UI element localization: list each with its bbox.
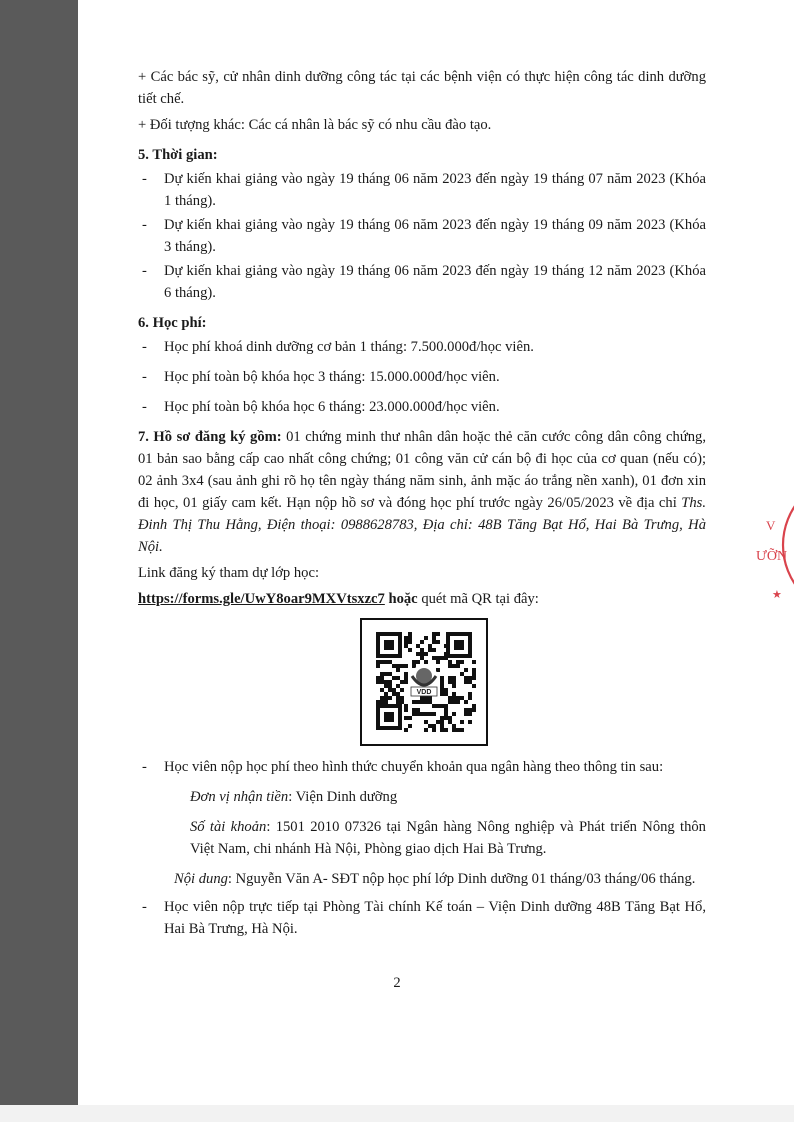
- fee-item-6: [138, 396, 706, 418]
- dash-bullet: -: [142, 171, 147, 187]
- section-7-paragraph: [138, 426, 706, 558]
- scan-margin-bar: [0, 0, 78, 1105]
- qr-code[interactable]: [360, 618, 488, 746]
- recipient-line: [138, 786, 706, 808]
- scan-bottom-strip: [0, 1105, 794, 1122]
- bank-transfer-text: Học viên nộp học phí theo hình thức chuyển khoản qua ngân hàng theo thông tin sau:: [164, 759, 664, 775]
- section-7-body: 01 chứng minh thư nhân dân hoặc thẻ căn cước công dân công chứng, 01 bản sao bằng cấp cao nhất công chứng; 01 công văn cử cán bộ đi học của cơ quan (nếu có); 02 ảnh 3x4 (sau ảnh ghi rõ họ tên ngày tháng năm sinh, ảnh mặc áo trắng nền xanh), 01 đơn xin đi học, 01 giấy cam kết. Hạn nộp hồ sơ và đóng học phí trước ngày 26/05/2023 về địa chỉ: [138, 429, 706, 511]
- document-page: [138, 66, 706, 942]
- section-6-heading: 6. Học phí:: [138, 315, 207, 331]
- schedule-item-1: [138, 168, 706, 212]
- section-5-heading: 5. Thời gian:: [138, 147, 218, 163]
- registration-connector: hoặc: [384, 591, 418, 607]
- content-label: Nội dung: [174, 871, 228, 887]
- direct-payment-text: Học viên nộp trực tiếp tại Phòng Tài chính Kế toán – Viện Dinh dưỡng 48B Tăng Bạt Hổ, Hai Bà Trưng, Hà Nội.: [164, 899, 706, 937]
- fee-item-text: Học phí khoá dinh dưỡng cơ bản 1 tháng: 7.500.000đ/học viên.: [164, 339, 534, 355]
- dash-bullet: -: [142, 263, 147, 279]
- dash-bullet: -: [142, 217, 147, 233]
- red-stamp-seal: [748, 470, 794, 620]
- direct-payment-item: [138, 896, 706, 940]
- account-value: : 1501 2010 07326 tại Ngân hàng Nông nghiệp và Phát triển Nông thôn Việt Nam, chi nhánh Hà Nội, Phòng giao dịch Hai Bà Trưng.: [190, 819, 706, 857]
- svg-text:ƯỠN: ƯỠN: [756, 549, 788, 564]
- fee-item-text: Học phí toàn bộ khóa học 3 tháng: 15.000.000đ/học viên.: [164, 369, 500, 385]
- qr-instruction: quét mã QR tại đây:: [417, 591, 539, 607]
- schedule-item-3: [138, 214, 706, 258]
- intro-line-others: + Đối tượng khác: Các cá nhân là bác sỹ có nhu cầu đào tạo.: [138, 117, 492, 133]
- bank-transfer-item: [138, 756, 706, 778]
- section-7-contact: Ths. Đinh Thị Thu Hằng, Điện thoại: 0988628783, Địa chỉ: 48B Tăng Bạt Hổ, Hai Bà Trưng, Hà Nội.: [138, 495, 706, 555]
- dash-bullet: -: [142, 369, 147, 385]
- registration-link[interactable]: https://forms.gle/UwY8oar9MXVtsxzc7: [138, 591, 385, 607]
- fee-item-3: [138, 366, 706, 388]
- qr-logo-text: VDD: [416, 689, 432, 696]
- page-number: 2: [393, 975, 401, 991]
- registration-line: [138, 588, 706, 610]
- fee-item-text: Học phí toàn bộ khóa học 6 tháng: 23.000.000đ/học viên.: [164, 399, 500, 415]
- content-value: : Nguyễn Văn A- SĐT nộp học phí lớp Dinh dưỡng 01 tháng/03 tháng/06 tháng.: [227, 871, 696, 887]
- account-line: [138, 816, 706, 860]
- schedule-item-text: Dự kiến khai giảng vào ngày 19 tháng 06 năm 2023 đến ngày 19 tháng 12 năm 2023 (Khóa 6 tháng).: [164, 263, 706, 301]
- dash-bullet: -: [142, 759, 147, 775]
- recipient-label: Đơn vị nhận tiền: [190, 789, 289, 805]
- qr-code-graphic: [362, 620, 486, 744]
- dash-bullet: -: [142, 339, 147, 355]
- schedule-item-text: Dự kiến khai giảng vào ngày 19 tháng 06 năm 2023 đến ngày 19 tháng 07 năm 2023 (Khóa 1 tháng).: [164, 171, 706, 209]
- schedule-item-text: Dự kiến khai giảng vào ngày 19 tháng 06 năm 2023 đến ngày 19 tháng 09 năm 2023 (Khóa 3 tháng).: [164, 217, 706, 255]
- intro-line-doctors: + Các bác sỹ, cử nhân dinh dưỡng công tác tại các bệnh viện có thực hiện công tác dinh dưỡng tiết chế.: [138, 69, 706, 107]
- svg-text:★: ★: [772, 589, 782, 601]
- schedule-item-6: [138, 260, 706, 304]
- content-line: [138, 868, 706, 890]
- section-7-heading: 7. Hồ sơ đăng ký gồm:: [138, 429, 282, 445]
- dash-bullet: -: [142, 399, 147, 415]
- dash-bullet: -: [142, 899, 147, 915]
- svg-text:V: V: [766, 518, 776, 533]
- account-label: Số tài khoản: [190, 819, 267, 835]
- recipient-value: : Viện Dinh dưỡng: [288, 789, 398, 805]
- registration-label: Link đăng ký tham dự lớp học:: [138, 565, 319, 581]
- fee-item-1: [138, 336, 706, 358]
